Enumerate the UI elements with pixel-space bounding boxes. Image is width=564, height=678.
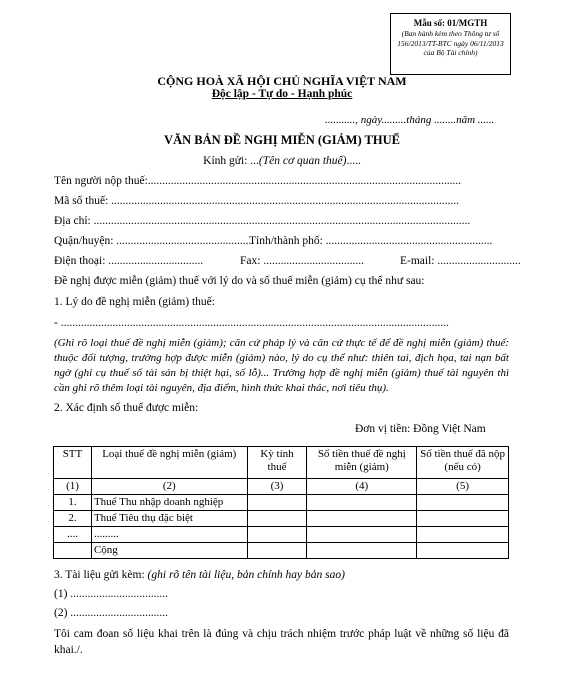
header-stt: STT [54,447,92,479]
reason-entry-line[interactable]: - ....................................................................................................................................... [54,317,449,329]
row-period-cell[interactable] [247,511,307,527]
row-stt: 1. [54,495,92,511]
address-field[interactable]: Địa chỉ: ................................................................................................................................... [54,215,471,227]
taxpayer-name-field[interactable]: Tên người nộp thuế:............................................................................................................. [54,175,462,187]
date-line: ..........., ngày.........tháng ........năm ...... [325,114,495,126]
table-column-number-row [54,479,509,495]
email-field[interactable]: E-mail: ............................. [400,255,521,267]
national-motto: Độc lập - Tự do - Hạnh phúc [211,88,353,100]
attachments-label: 3. Tài liệu gửi kèm: [54,569,148,581]
row-requested-cell[interactable] [307,543,417,559]
table-total-row [54,543,509,559]
district-field[interactable]: Quận/huyện: ................................................ [54,235,255,247]
header-paid-amount: Số tiền thuế đã nộp (nếu có) [417,447,509,479]
fax-field[interactable]: Fax: ................................... [240,255,364,267]
row-paid-cell[interactable] [417,543,509,559]
table-row [54,495,509,511]
column-number: (4) [307,479,417,495]
document-title: VĂN BẢN ĐỀ NGHỊ MIỄN (GIẢM) THUẾ [164,133,400,147]
row-tax-type: Thuế Thu nhập doanh nghiệp [91,495,247,511]
attachment-item-1[interactable]: (1) .................................. [54,588,169,600]
section-reason-heading: 1. Lý do đề nghị miễn (giảm) thuế: [54,296,215,308]
row-paid-cell[interactable] [417,527,509,543]
row-stt: 2. [54,511,92,527]
table-row [54,527,509,543]
row-tax-type: Thuế Tiêu thụ đặc biệt [91,511,247,527]
table-row [54,511,509,527]
column-number: (5) [417,479,509,495]
row-period-cell[interactable] [247,527,307,543]
attachment-item-2[interactable]: (2) .................................. [54,607,169,619]
row-period-cell[interactable] [247,495,307,511]
request-intro: Đề nghị được miễn (giảm) thuế với lý do và số thuế miễn (giảm) cụ thể như sau: [54,275,425,287]
row-stt: .... [54,527,92,543]
row-stt [54,543,92,559]
province-field[interactable]: Tỉnh/thành phố: .......................................................... [249,235,493,247]
form-issuance-note: (Ban hành kèm theo Thông tư số 156/2013/TT-BTC ngày 06/11/2013 của Bộ Tài chính) [397,29,504,57]
commitment-statement: Tôi cam đoan số liệu khai trên là đúng và chịu trách nhiệm trước pháp luật về những số liệu đã khai./. [54,628,509,656]
attachments-hint: (ghi rõ tên tài liệu, bản chính hay bản sao) [147,569,345,581]
row-requested-cell[interactable] [307,527,417,543]
phone-field[interactable]: Điện thoại: ................................. [54,255,204,267]
section-attachments-heading [54,569,345,581]
recipient-label: Kính gửi: ... [203,155,259,167]
header-tax-period: Kỳ tính thuế [247,447,307,479]
column-number: (3) [247,479,307,495]
column-number: (2) [91,479,247,495]
row-period-cell[interactable] [247,543,307,559]
row-tax-type: ......... [91,527,247,543]
reason-guidance-note: (Ghi rõ loại thuế đề nghị miễn (giảm); căn cứ pháp lý và căn cứ thực tế để đề nghị miễn (giảm) thuế: thuộc đối tượng, trường hợp được miễn (giảm) nào, lý do cụ thể như: thiên tai, địch họa, tai nạn bất ngờ (ghi cụ thuể số tài sản bị thiệt hại, số lỗ)... Trường hợp đề nghị miễn (giảm) thuế tài nguyên thì cần ghi rõ thêm loại tài nguyên, địa điểm, hình thức khai thác, nơi tiêu thụ). [54,337,509,394]
row-total-label: Cộng [91,543,247,559]
recipient-placeholder: (Tên cơ quan thuế) [258,155,347,167]
row-paid-cell[interactable] [417,495,509,511]
form-number-box [390,13,511,75]
row-paid-cell[interactable] [417,511,509,527]
row-requested-cell[interactable] [307,511,417,527]
recipient-line [0,155,564,167]
tax-code-field[interactable]: Mã số thuế: ......................................................................................................................... [54,195,460,207]
currency-unit: Đơn vị tiền: Đồng Việt Nam [355,423,486,435]
form-code: Mẫu số: 01/MGTH [413,18,488,28]
country-name: CỘNG HOÀ XÃ HỘI CHỦ NGHĨA VIỆT NAM [157,74,407,88]
section-exemption-heading: 2. Xác định số thuế được miễn: [54,402,199,414]
header-requested-amount: Số tiền thuế đề nghị miễn (giảm) [307,447,417,479]
exemption-table [53,446,509,559]
header-tax-type: Loại thuế đề nghị miễn (giảm) [91,447,247,479]
recipient-suffix: ..... [346,155,361,167]
row-requested-cell[interactable] [307,495,417,511]
column-number: (1) [54,479,92,495]
table-header-row [54,447,509,479]
